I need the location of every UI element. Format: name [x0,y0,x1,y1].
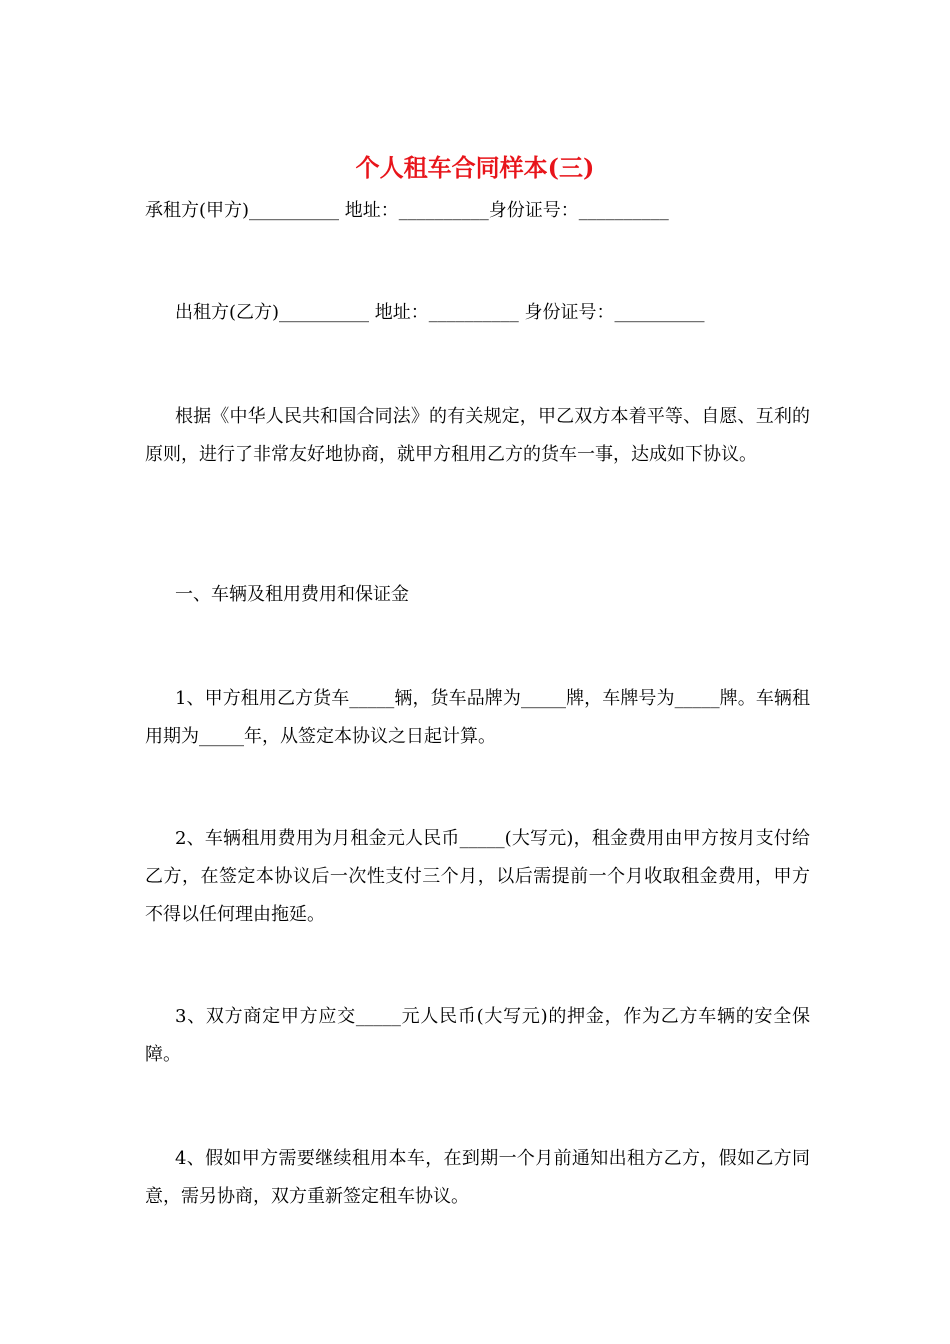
section-1-heading: 一、车辆及租用费用和保证金 [175,584,409,605]
clause-3: 3、双方商定甲方应交_____元人民币(大写元)的押金，作为乙方车辆的安全保障。 [145,1006,810,1065]
clause-2: 2、车辆租用费用为月租金元人民币_____(大写元)，租金费用由甲方按月支付给乙方，在签定本协议后一次性支付三个月，以后需提前一个月收取租金费用，甲方不得以任何理由拖延。 [145,828,810,925]
intro-paragraph: 根据《中华人民共和国合同法》的有关规定，甲乙双方本着平等、自愿、互利的原则，进行了非常友好地协商，就甲方租用乙方的货车一事，达成如下协议。 [145,406,810,465]
clause-4: 4、假如甲方需要继续租用本车，在到期一个月前通知出租方乙方，假如乙方同意，需另协商，双方重新签定租车协议。 [145,1148,810,1207]
lessor-info-line: 出租方(乙方)__________ 地址：__________ 身份证号：__________ [175,302,705,323]
document-title: 个人租车合同样本(三) [355,153,595,182]
lessee-info-line: 承租方(甲方)__________ 地址：__________身份证号：__________ [145,200,669,221]
clause-1: 1、甲方租用乙方货车_____辆，货车品牌为_____牌，车牌号为_____牌。车辆租用期为_____年，从签定本协议之日起计算。 [145,688,810,747]
